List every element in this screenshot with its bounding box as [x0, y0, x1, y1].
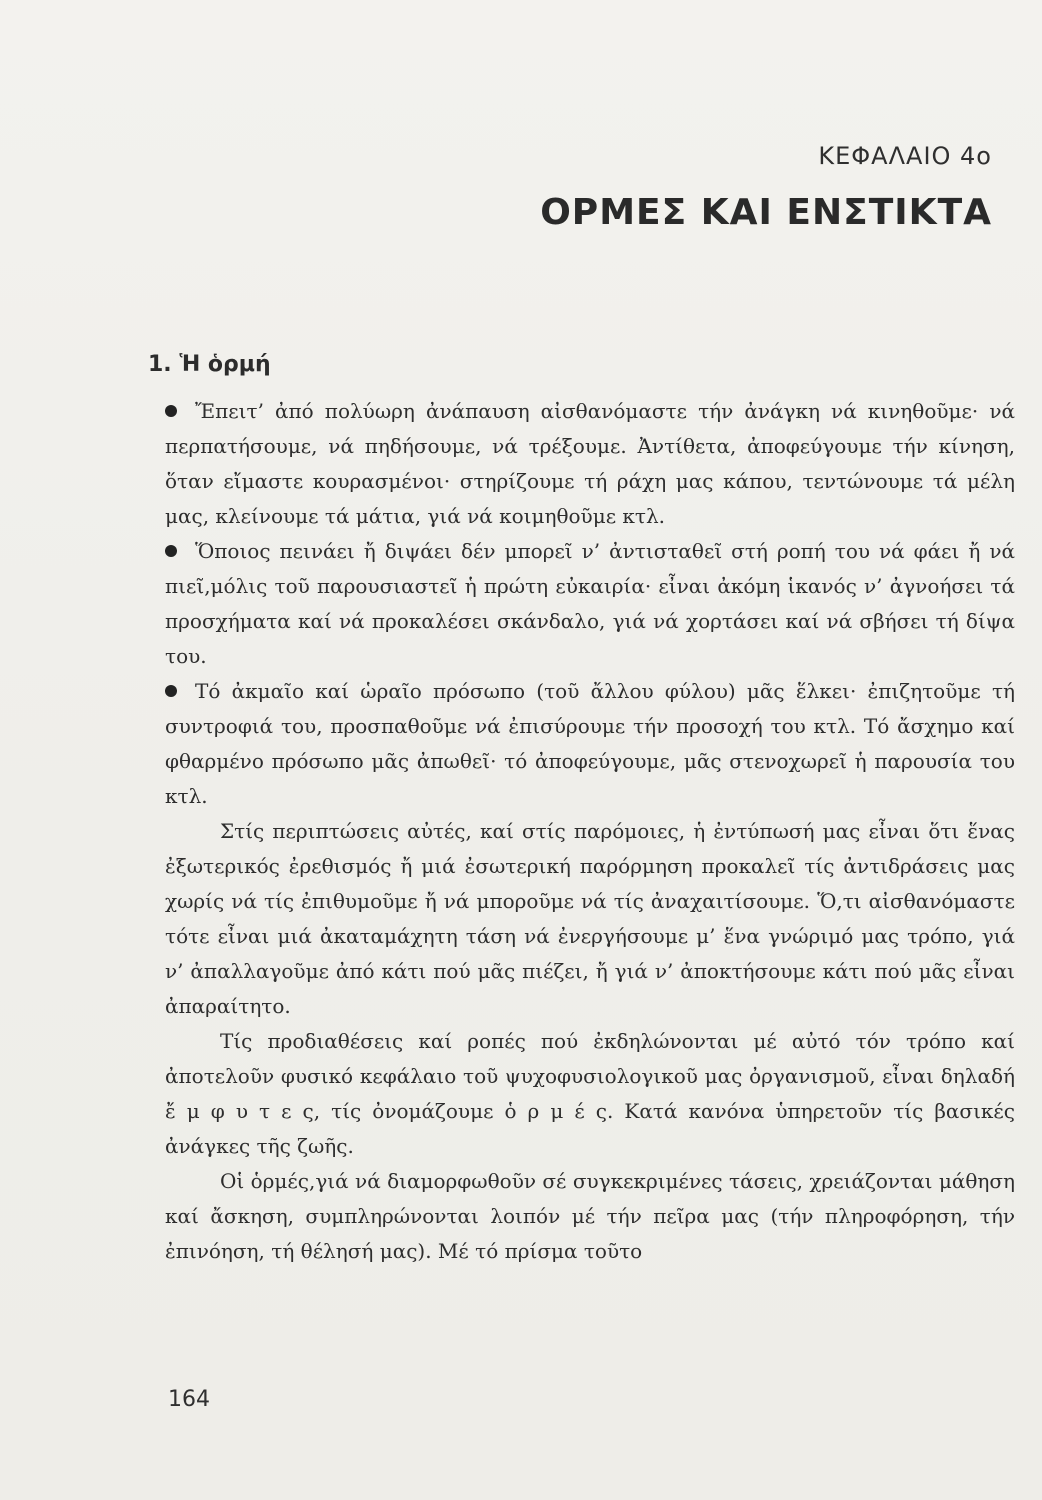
bullet-icon — [165, 685, 177, 697]
page-number: 164 — [168, 1387, 210, 1412]
paragraph-1-text: Ἔπειτ’ ἀπό πολύωρη ἀνάπαυση αἰσθανόμαστε τήν ἀνάγκη νά κινηθοῦμε· νά περπατήσουμε, νά πηδήσουμε, νά τρέξουμε. Ἀντίθετα, ἀποφεύγουμε τήν κίνηση, ὅταν εἴμαστε κουρασμένοι· στηρίζουμε τή ράχη μας κάπου, τεντώνουμε τά μέλη μας, κλείνουμε τά μάτια, γιά νά κοιμηθοῦμε κτλ. — [165, 399, 1015, 528]
paragraph-2 — [165, 534, 1015, 674]
chapter-label: ΚΕΦΑΛΑΙΟ 4ο — [818, 142, 992, 170]
paragraph-1 — [165, 394, 1015, 534]
paragraph-2-text: Ὅποιος πεινάει ἤ διψάει δέν μπορεῖ ν’ ἀντισταθεῖ στή ροπή του νά φάει ἤ νά πιεῖ,μόλις τοῦ παρουσιαστεῖ ἡ πρώτη εὐκαιρία· εἶναι ἀκόμη ἱκανός ν’ ἀγνοήσει τά προσχήματα καί νά προκαλέσει σκάνδαλο, γιά νά χορτάσει καί νά σβήσει τή δίψα του. — [165, 539, 1015, 668]
bullet-icon — [165, 545, 177, 557]
paragraph-5: Τίς προδιαθέσεις καί ροπές πού ἐκδηλώνονται μέ αὐτό τόν τρόπο καί ἀποτελοῦν φυσικό κεφάλαιο τοῦ ψυχοφυσιολογικοῦ μας ὀργανισμοῦ, εἶναι δηλαδή ἔ μ φ υ τ ε ς, τίς ὀνομάζουμε ὁ ρ μ έ ς. Κατά κανόνα ὑπηρετοῦν τίς βασικές ἀνάγκες τῆς ζωῆς. — [165, 1029, 1015, 1158]
section-heading: 1. Ἡ ὁρμή — [148, 352, 271, 377]
body-text — [165, 394, 1015, 1269]
paragraph-4: Στίς περιπτώσεις αὐτές, καί στίς παρόμοιες, ἡ ἐντύπωσή μας εἶναι ὅτι ἕνας ἐξωτερικός ἐρεθισμός ἤ μιά ἐσωτερική παρόρμηση προκαλεῖ τίς ἀντιδράσεις μας χωρίς νά τίς ἐπιθυμοῦμε ἤ νά μποροῦμε νά τίς ἀναχαιτίσουμε. Ὅ,τι αἰσθανόμαστε τότε εἶναι μιά ἀκαταμάχητη τάση νά ἐνεργήσουμε μ’ ἕνα γνώριμό μας τρόπο, γιά ν’ ἀπαλλαγοῦμε ἀπό κάτι πού μᾶς πιέζει, ἤ γιά ν’ ἀποκτήσουμε κάτι πού μᾶς εἶναι ἀπαραίτητο. — [165, 819, 1015, 1018]
paragraph-3 — [165, 674, 1015, 814]
chapter-header — [540, 142, 992, 233]
bullet-icon — [165, 405, 177, 417]
chapter-title: ΟΡΜΕΣ ΚΑΙ ΕΝΣΤΙΚΤΑ — [540, 192, 992, 233]
paragraph-3-text: Τό ἀκμαῖο καί ὡραῖο πρόσωπο (τοῦ ἄλλου φύλου) μᾶς ἕλκει· ἐπιζητοῦμε τή συντροφιά του, προσπαθοῦμε νά ἐπισύρουμε τήν προσοχή του κτλ. Τό ἄσχημο καί φθαρμένο πρόσωπο μᾶς ἀπωθεῖ· τό ἀποφεύγουμε, μᾶς στενοχωρεῖ ἡ παρουσία του κτλ. — [165, 679, 1015, 808]
paragraph-6: Οἱ ὁρμές,γιά νά διαμορφωθοῦν σέ συγκεκριμένες τάσεις, χρειάζονται μάθηση καί ἄσκηση, συμπληρώνονται λοιπόν μέ τήν πεῖρα μας (τήν πληροφόρηση, τήν ἐπινόηση, τή θέλησή μας). Μέ τό πρίσμα τοῦτο — [165, 1169, 1015, 1263]
